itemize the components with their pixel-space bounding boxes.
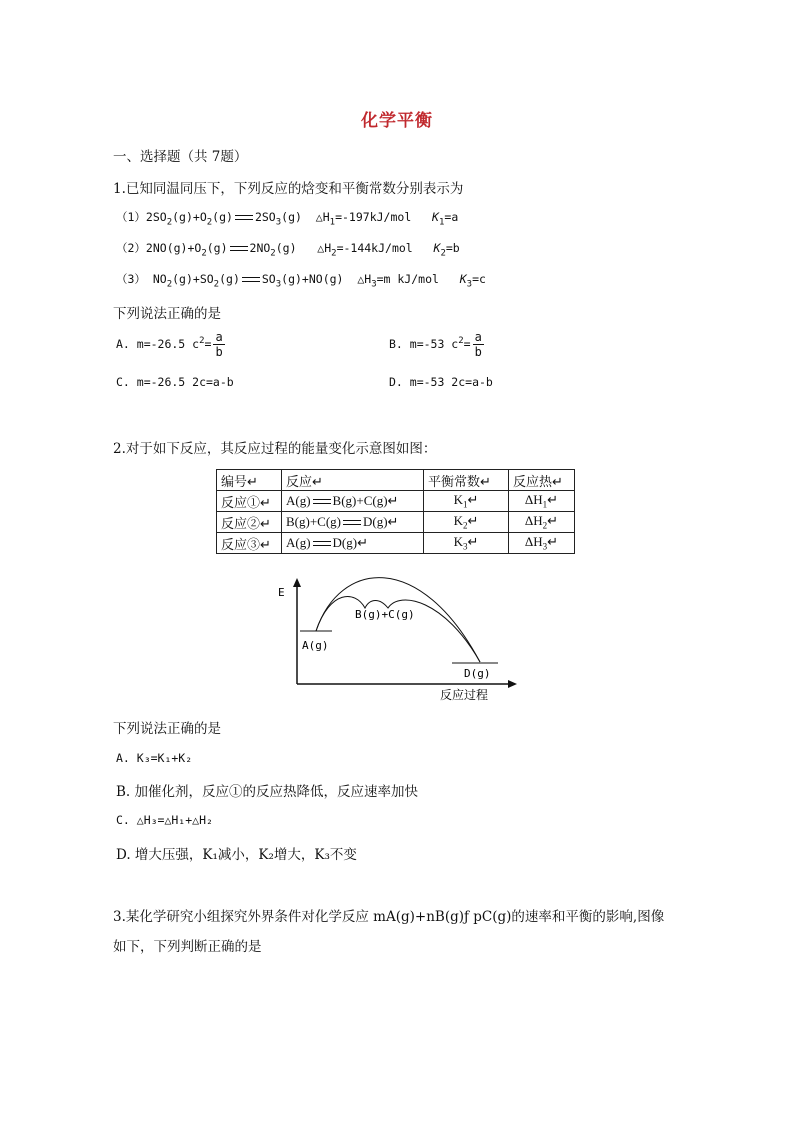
q3-stem-line-2: 如下，下列判断正确的是 xyxy=(113,939,262,955)
table-row xyxy=(217,533,575,554)
table-cell: $K_2↵$ xyxy=(424,512,509,533)
section-heading: 一、选择题（共 7题） xyxy=(113,149,248,165)
table-header: 反应热↵ xyxy=(509,470,575,491)
table-header-row xyxy=(217,470,575,491)
equilibrium-arrow-icon xyxy=(235,214,253,222)
table-cell: 反应③↵ xyxy=(217,533,282,554)
curve-two-step xyxy=(316,597,480,662)
label-a: A(g) xyxy=(302,639,329,652)
q1-stem: 1.已知同温同压下，下列反应的焓变和平衡常数分别表示为 xyxy=(113,181,464,197)
reaction-table xyxy=(216,469,575,554)
table-cell: A(g) B(g)+C(g)↵ xyxy=(282,491,424,512)
table-cell: 反应②↵ xyxy=(217,512,282,533)
q2-option-d[interactable]: D. 增大压强，K₁减小，K₂增大，K₃不变 xyxy=(116,847,357,863)
table-cell: $\Delta H_3↵$ xyxy=(509,533,575,554)
q1-option-c[interactable]: C. m=-26.5 2c=a-b xyxy=(116,375,234,389)
table-cell: $\Delta H_1↵$ xyxy=(509,491,575,512)
q1-reaction-1: $(1)2SO_2(g)+O_2(g)$ $2SO_3(g)$ $\triangle H_1=-197kJ$/mol $K_1=a$ xyxy=(116,210,459,228)
table-cell: A(g) D(g)↵ xyxy=(282,533,424,554)
y-axis-arrow-icon xyxy=(293,578,301,587)
equilibrium-arrow-icon xyxy=(343,519,361,527)
label-bc: B(g)+C(g) xyxy=(355,608,415,621)
q1-prompt: 下列说法正确的是 xyxy=(113,306,221,322)
table-row xyxy=(217,491,575,512)
table-row xyxy=(217,512,575,533)
q3-stem-line-1: 3.某化学研究小组探究外界条件对化学反应 mA(g)+nB(g)ƒ pC(g)的速率和平衡的影响,图像 xyxy=(113,909,665,925)
energy-diagram xyxy=(270,570,530,705)
equilibrium-arrow-icon xyxy=(313,498,331,506)
q2-stem: 2.对于如下反应，其反应过程的能量变化示意图如图： xyxy=(113,441,437,457)
equilibrium-arrow-icon xyxy=(230,245,248,253)
q1-option-a[interactable]: A. m=-26.5 $c^2=$ $\frac{a}{b}$ xyxy=(116,330,223,359)
page-title: 化学平衡 xyxy=(361,111,433,131)
table-header: 编号↵ xyxy=(217,470,282,491)
q2-prompt: 下列说法正确的是 xyxy=(113,721,221,737)
q1-option-b[interactable]: B. m=-53 $c^2=$ $\frac{a}{b}$ xyxy=(389,330,482,359)
q2-option-a[interactable]: A. K₃=K₁+K₂ xyxy=(116,751,193,765)
table-cell: 反应①↵ xyxy=(217,491,282,512)
equilibrium-arrow-icon xyxy=(313,540,331,548)
y-axis-label: E xyxy=(278,586,285,599)
table-header: 反应↵ xyxy=(282,470,424,491)
q1-reaction-3: （3） $NO_2(g)+SO_2(g)$ $SO_3(g)+NO(g)$ $\triangle H_3=m$ kJ/mol $K_3=c$ xyxy=(116,272,486,290)
x-axis-arrow-icon xyxy=(508,680,517,688)
table-cell: $K_3↵$ xyxy=(424,533,509,554)
label-d: D(g) xyxy=(464,667,491,680)
q2-option-c[interactable]: C. △H₃=△H₁+△H₂ xyxy=(116,813,213,827)
q1-option-d[interactable]: D. m=-53 2c=a-b xyxy=(389,375,493,389)
table-cell: $\Delta H_2↵$ xyxy=(509,512,575,533)
q1-reaction-2: $(2)2NO(g)+O_2(g)$ $2NO_2(g)$ $\triangle H_2=-144kJ$/mol $K_2=b$ xyxy=(116,241,460,259)
table-header: 平衡常数↵ xyxy=(424,470,509,491)
fraction: $\frac{a}{b}$ xyxy=(474,330,482,359)
q2-option-b[interactable]: B. 加催化剂，反应①的反应热降低，反应速率加快 xyxy=(116,784,419,800)
x-axis-label: 反应过程 xyxy=(440,688,489,702)
equilibrium-arrow-icon xyxy=(242,276,260,284)
table-cell: $K_1↵$ xyxy=(424,491,509,512)
table-cell: B(g)+C(g) D(g)↵ xyxy=(282,512,424,533)
fraction: $\frac{a}{b}$ xyxy=(215,330,223,359)
